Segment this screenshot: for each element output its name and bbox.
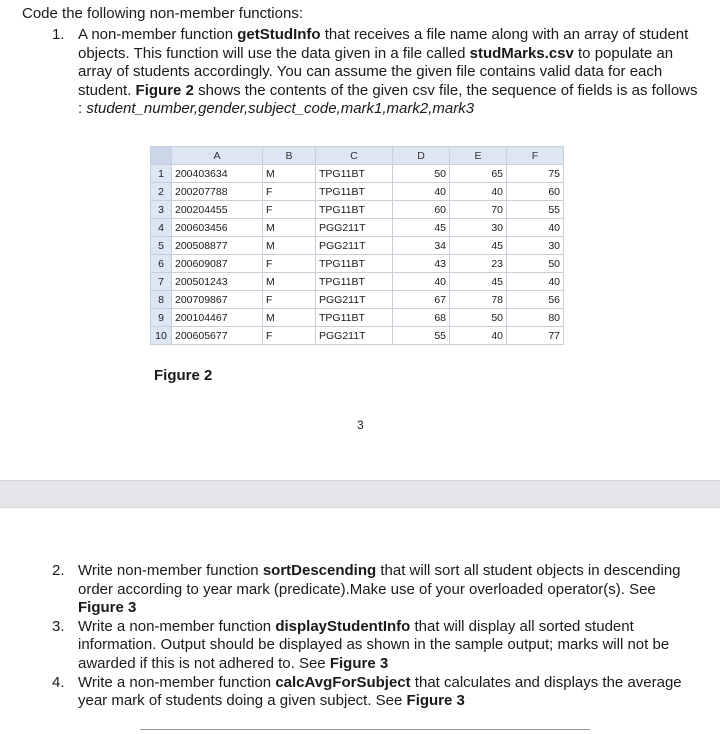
mark1-cell: 68 xyxy=(393,309,450,327)
question-2-body xyxy=(78,562,704,618)
gender-cell: M xyxy=(263,273,316,291)
table-row xyxy=(151,183,564,201)
page-break xyxy=(0,480,720,508)
mark3-cell: 40 xyxy=(507,219,564,237)
q2-function-name: sortDescending xyxy=(262,562,377,579)
row-header: 8 xyxy=(151,291,172,309)
column-header: A xyxy=(172,147,263,165)
q1-figure-ref: Figure 2 xyxy=(135,81,194,99)
table-row xyxy=(151,165,564,183)
mark3-cell: 80 xyxy=(507,309,564,327)
row-header: 6 xyxy=(151,255,172,273)
table-row xyxy=(151,237,564,255)
subject-code-cell: TPG11BT xyxy=(316,165,393,183)
student-number-cell: 200104467 xyxy=(172,309,263,327)
question-list xyxy=(52,562,704,711)
q2-text-2: that will sort all student objects in descending order according to year mark (predicate).Make use of your overloaded operator(s). See xyxy=(78,562,681,598)
row-header: 5 xyxy=(151,237,172,255)
mark1-cell: 45 xyxy=(393,219,450,237)
gender-cell: M xyxy=(263,237,316,255)
mark3-cell: 77 xyxy=(507,327,564,345)
question-4-body xyxy=(78,674,704,711)
mark2-cell: 45 xyxy=(450,273,507,291)
column-header: B xyxy=(263,147,316,165)
mark1-cell: 60 xyxy=(393,201,450,219)
subject-code-cell: PGG211T xyxy=(316,291,393,309)
mark1-cell: 55 xyxy=(393,327,450,345)
row-header: 1 xyxy=(151,165,172,183)
column-header: D xyxy=(393,147,450,165)
q1-field-sequence: student_number,gender,subject_code,mark1,mark2,mark3 xyxy=(86,100,475,118)
question-3 xyxy=(52,618,704,674)
mark2-cell: 70 xyxy=(450,201,507,219)
q4-text-2: that calculates and displays the average year mark of students doing a given subject. See xyxy=(78,673,682,710)
q1-text-1: A non-member function xyxy=(78,26,238,43)
table-row xyxy=(151,255,564,273)
gender-cell: F xyxy=(263,183,316,201)
q4-figure-ref: Figure 3 xyxy=(406,692,465,710)
mark3-cell: 60 xyxy=(507,183,564,201)
mark2-cell: 40 xyxy=(450,327,507,345)
row-header: 2 xyxy=(151,183,172,201)
subject-code-cell: PGG211T xyxy=(316,237,393,255)
gender-cell: F xyxy=(263,327,316,345)
intro-text: Code the following non-member functions: xyxy=(22,5,303,22)
q3-figure-ref: Figure 3 xyxy=(329,654,389,672)
mark1-cell: 43 xyxy=(393,255,450,273)
mark2-cell: 30 xyxy=(450,219,507,237)
student-number-cell: 200508877 xyxy=(172,237,263,255)
mark3-cell: 55 xyxy=(507,201,564,219)
q2-figure-ref: Figure 3 xyxy=(78,599,137,617)
question-4-number: 4. xyxy=(52,673,65,691)
q1-file-name: studMarks.csv xyxy=(469,44,574,62)
csv-spreadsheet xyxy=(150,146,564,345)
question-3-body xyxy=(78,618,704,674)
gender-cell: M xyxy=(263,165,316,183)
column-header-row xyxy=(151,147,564,165)
figure-caption: Figure 2 xyxy=(154,367,213,384)
table-row xyxy=(151,201,564,219)
gender-cell: M xyxy=(263,219,316,237)
student-number-cell: 200609087 xyxy=(172,255,263,273)
mark2-cell: 50 xyxy=(450,309,507,327)
mark1-cell: 40 xyxy=(393,273,450,291)
subject-code-cell: TPG11BT xyxy=(316,255,393,273)
q1-text-2: that receives a file name along with an array of student objects. This function will use the data given in a file called xyxy=(78,26,689,62)
q1-text-4: shows the contents of the given csv file, the sequence of fields is as follows : xyxy=(78,81,698,118)
bottom-divider xyxy=(140,729,590,730)
student-number-cell: 200605677 xyxy=(172,327,263,345)
student-number-cell: 200207788 xyxy=(172,183,263,201)
table-row xyxy=(151,273,564,291)
mark1-cell: 67 xyxy=(393,291,450,309)
column-header: C xyxy=(316,147,393,165)
column-header: F xyxy=(507,147,564,165)
subject-code-cell: TPG11BT xyxy=(316,273,393,291)
row-header: 7 xyxy=(151,273,172,291)
row-header: 10 xyxy=(151,327,172,345)
question-2 xyxy=(52,562,704,618)
student-number-cell: 200603456 xyxy=(172,219,263,237)
mark1-cell: 50 xyxy=(393,165,450,183)
student-number-cell: 200403634 xyxy=(172,165,263,183)
question-1 xyxy=(52,26,702,119)
mark2-cell: 23 xyxy=(450,255,507,273)
gender-cell: F xyxy=(263,291,316,309)
q1-function-name: getStudInfo xyxy=(237,26,321,43)
subject-code-cell: TPG11BT xyxy=(316,183,393,201)
q3-text-2: that will display all sorted student information. Output should be displayed as shown in the sample output; marks will not be awarded if this is not adhered to. See xyxy=(78,617,670,672)
question-1-body xyxy=(78,26,702,119)
table-row xyxy=(151,327,564,345)
gender-cell: F xyxy=(263,255,316,273)
mark3-cell: 40 xyxy=(507,273,564,291)
subject-code-cell: PGG211T xyxy=(316,219,393,237)
subject-code-cell: TPG11BT xyxy=(316,201,393,219)
mark2-cell: 40 xyxy=(450,183,507,201)
gender-cell: F xyxy=(263,201,316,219)
mark1-cell: 40 xyxy=(393,183,450,201)
q3-text-1: Write a non-member function xyxy=(78,617,276,635)
student-number-cell: 200204455 xyxy=(172,201,263,219)
row-header: 3 xyxy=(151,201,172,219)
column-header: E xyxy=(450,147,507,165)
mark3-cell: 56 xyxy=(507,291,564,309)
q3-function-name: displayStudentInfo xyxy=(275,617,411,635)
mark3-cell: 75 xyxy=(507,165,564,183)
subject-code-cell: PGG211T xyxy=(316,327,393,345)
mark2-cell: 78 xyxy=(450,291,507,309)
subject-code-cell: TPG11BT xyxy=(316,309,393,327)
q4-text-1: Write a non-member function xyxy=(78,673,276,691)
table-row xyxy=(151,291,564,309)
row-header: 9 xyxy=(151,309,172,327)
question-2-number: 2. xyxy=(52,562,65,579)
question-1-number: 1. xyxy=(52,26,65,43)
student-number-cell: 200501243 xyxy=(172,273,263,291)
mark1-cell: 34 xyxy=(393,237,450,255)
mark3-cell: 30 xyxy=(507,237,564,255)
mark3-cell: 50 xyxy=(507,255,564,273)
q1-text-3: to populate an array of students accordingly. You can assume the given file contains valid data for each student. xyxy=(78,44,674,99)
table-row xyxy=(151,219,564,237)
mark2-cell: 45 xyxy=(450,237,507,255)
page-number: 3 xyxy=(357,418,364,432)
student-number-cell: 200709867 xyxy=(172,291,263,309)
select-all-corner xyxy=(151,147,172,165)
q4-function-name: calcAvgForSubject xyxy=(275,673,411,691)
mark2-cell: 65 xyxy=(450,165,507,183)
question-3-number: 3. xyxy=(52,617,65,635)
row-header: 4 xyxy=(151,219,172,237)
q2-text-1: Write non-member function xyxy=(78,562,263,579)
question-4 xyxy=(52,674,704,711)
table-row xyxy=(151,309,564,327)
gender-cell: M xyxy=(263,309,316,327)
